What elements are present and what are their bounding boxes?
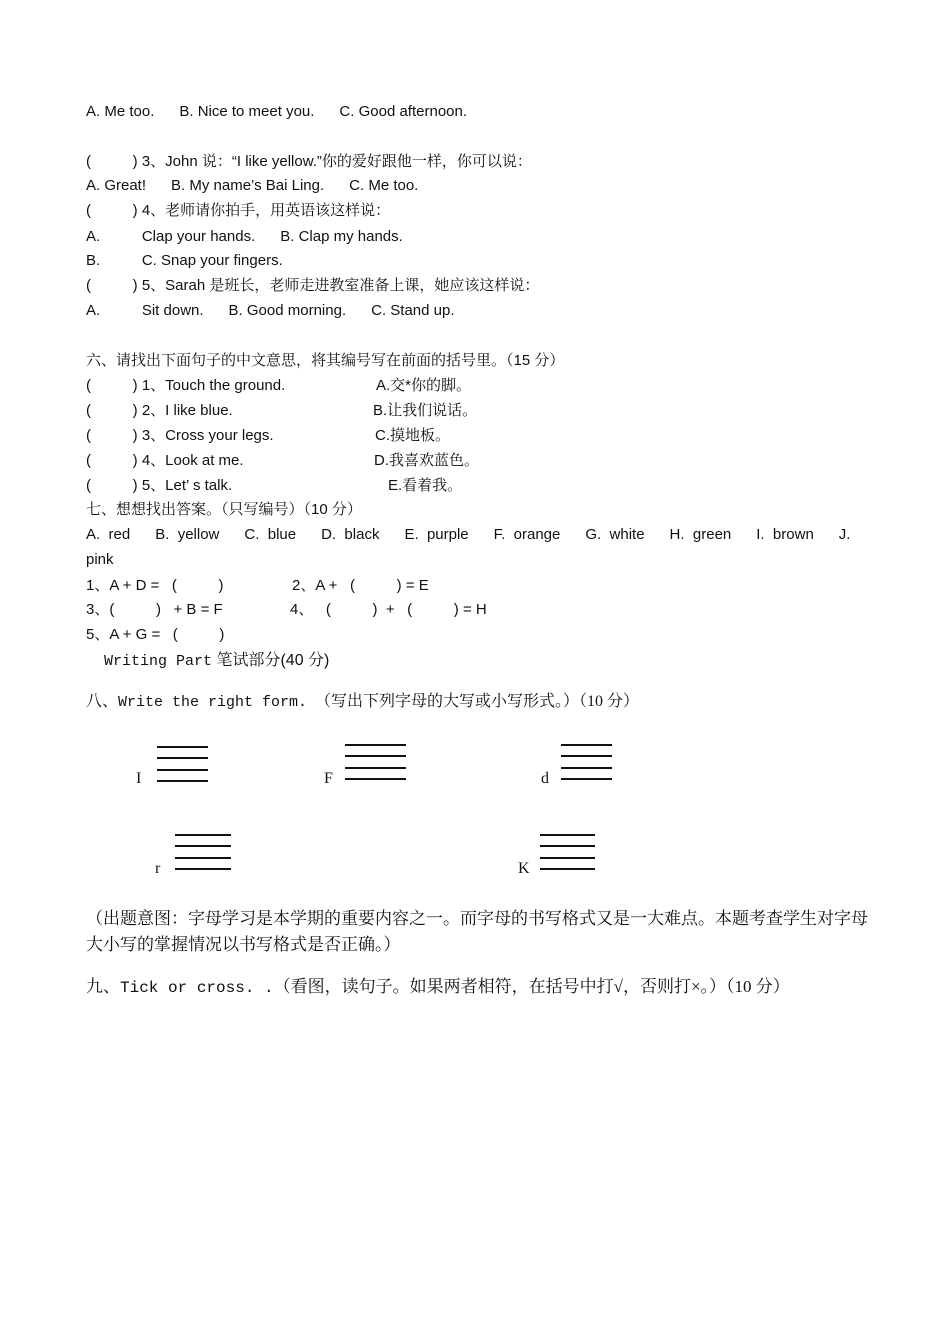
section-8-title: 八、Write the right form. （写出下列字母的大写或小写形式。）（10 分） [86,693,640,711]
q5-options: A. Sit down. B. Good morning. C. Stand up. [86,302,455,319]
letter-d: d [541,770,549,787]
q5-question: ( ) 5、Sarah 是班长，老师走进教室准备上课，她应该这样说： [86,277,540,294]
s6-item-2: ( ) 2、I like blue. [86,402,233,419]
color-options-wrap: pink [86,551,114,568]
s6-item-3-answer: C.摸地板。 [375,427,451,444]
s6-item-5-answer: E.看着我。 [388,477,463,494]
s6-item-2-answer: B.让我们说话。 [373,402,478,419]
q4-options-b: B. C. Snap your fingers. [86,252,283,269]
s7-row-3: 3、( ) + B = F [86,601,223,618]
q4-options-a: A. Clap your hands. B. Clap my hands. [86,228,403,245]
q3-question: ( ) 3、John 说：“I like yellow.”你的爱好跟他一样，你可以说： [86,153,532,170]
writing-lines [540,834,595,872]
s7-row-2: 2、A + ( ) = E [292,577,429,594]
q4-question: ( ) 4、老师请你拍手，用英语该这样说： [86,202,391,219]
section-7-title: 七、想想找出答案。（只写编号）（10 分） [86,501,362,518]
s6-item-1: ( ) 1、Touch the ground. [86,377,286,394]
s6-item-4: ( ) 4、Look at me. [86,452,244,469]
letter-K: K [518,860,530,877]
writing-lines [561,744,612,782]
letter-r: r [155,860,161,877]
writing-lines [345,744,406,782]
s6-item-4-answer: D.我喜欢蓝色。 [374,452,480,469]
s7-row-1: 1、A + D = ( ) [86,577,224,594]
s7-row-4: 4、 ( ) + ( ) = H [290,601,487,618]
letter-F: F [324,770,333,787]
writing-lines [175,834,231,872]
section-9-title: 九、Tick or cross. .（看图，读句子。如果两者相符，在括号中打√，否则打×。）（10 分） [86,977,790,997]
writing-part-title: Writing Part 笔试部分(40 分) [104,652,330,670]
design-intent-note: （出题意图：字母学习是本学期的重要内容之一。而字母的书写格式又是一大难点。本题考查学生对字母大小写的掌握情况以书写格式是否正确。） [86,909,868,954]
writing-lines [157,746,208,784]
s7-row-5: 5、A + G = ( ) [86,626,225,643]
section-6-title: 六、请找出下面句子的中文意思，将其编号写在前面的括号里。（15 分） [86,352,565,369]
color-options: A. red B. yellow C. blue D. black E. purple F. orange G. white H. green I. brown J. [86,526,851,543]
s6-item-3: ( ) 3、Cross your legs. [86,427,274,444]
s6-item-1-answer: A.交*你的脚。 [376,377,472,394]
letter-I: I [136,770,142,787]
q2-options: A. Me too. B. Nice to meet you. C. Good afternoon. [86,103,468,120]
s6-item-5: ( ) 5、Let’ s talk. [86,477,233,494]
q3-options: A. Great! B. My name’s Bai Ling. C. Me too. [86,177,419,194]
